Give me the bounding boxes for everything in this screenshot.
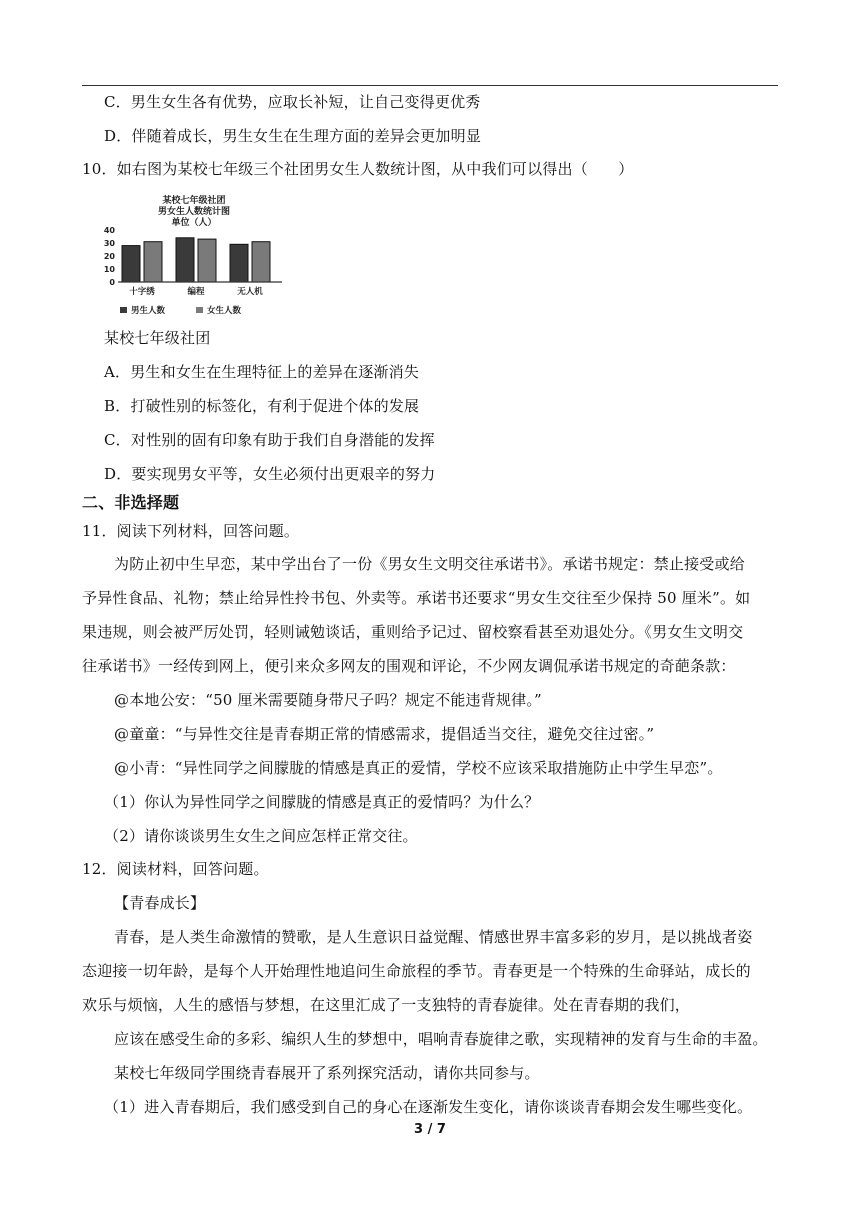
bar-0-0	[122, 246, 140, 282]
y-tick-label: 40	[104, 226, 115, 235]
bar-0-1	[144, 242, 162, 282]
header-rule	[82, 85, 778, 86]
y-tick-label: 0	[109, 278, 115, 287]
q11-material-line: 为防止初中生早恋，某中学出台了一份《男女生文明交往承诺书》。承诺书规定：禁止接受或给	[114, 555, 745, 573]
q12-paragraph-line: 态迎接一切年龄，是每个人开始理性地追问生命旅程的季节。青春更是一个特殊的生命驿站，成长的	[82, 962, 751, 980]
q10-option-a: A．男生和女生在生理特征上的差异在逐渐消失	[104, 363, 420, 381]
q10-stem: 10．如右图为某校七年级三个社团男女生人数统计图，从中我们可以得出（ ）	[82, 160, 634, 178]
q12-paragraph-line: 欢乐与烦恼，人生的感悟与梦想，在这里汇成了一支独特的青春旋律。处在青春期的我们，	[82, 996, 691, 1014]
q11-sub2: （2）请你谈谈男生女生之间应怎样正常交往。	[104, 827, 418, 845]
legend-swatch	[120, 307, 127, 313]
q11-material-line: 往承诺书》一经传到网上，便引来众多网友的围观和评论，不少网友调侃承诺书规定的奇葩条款：	[82, 657, 736, 675]
q10-option-b: B．打破性别的标签化，有利于促进个体的发展	[104, 397, 420, 415]
chart-title: 某校七年级社团	[162, 196, 226, 206]
q9-option-c: C．男生女生各有优势，应取长补短，让自己变得更优秀	[104, 93, 481, 111]
q11-comment: @小青：“异性同学之间朦胧的情感是真正的爱情，学校不应该采取措施防止中学生早恋”。	[114, 759, 723, 777]
q10-option-d: D．要实现男女平等，女生必须付出更艰辛的努力	[104, 465, 436, 483]
y-tick-label: 10	[104, 265, 115, 274]
q11-material-line: 予异性食品、礼物；禁止给异性拎书包、外卖等。承诺书还要求“男女生交往至少保持 50 厘米”。如	[82, 589, 751, 607]
legend-label: 男生人数	[131, 306, 166, 316]
q10-caption: 某校七年级社团	[104, 329, 211, 347]
bar-2-0	[230, 244, 248, 282]
q11-stem: 11．阅读下列材料，回答问题。	[82, 522, 300, 540]
q12-paragraph-line: 青春，是人类生命激情的赞歌，是人生意识日益觉醒、情感世界丰富多彩的岁月，是以挑战者姿	[114, 928, 753, 946]
q12-stem: 12．阅读材料，回答问题。	[82, 860, 269, 878]
q11-comment: @本地公安：“50 厘米需要随身带尺子吗？规定不能违背规律。”	[114, 691, 542, 709]
legend-swatch	[196, 307, 203, 313]
q12-line3: 某校七年级同学围绕青春展开了系列探究活动，请你共同参与。	[114, 1064, 540, 1082]
x-category-label: 无人机	[237, 287, 263, 297]
club-gender-bar-chart	[104, 193, 290, 321]
x-category-label: 十字绣	[129, 287, 155, 297]
y-tick-label: 30	[104, 239, 115, 248]
legend-label: 女生人数	[207, 306, 242, 316]
bar-2-1	[252, 242, 270, 282]
q9-option-d: D．伴随着成长，男生女生在生理方面的差异会更加明显	[104, 127, 482, 145]
q12-tag: 【青春成长】	[114, 894, 206, 912]
q12-line2: 应该在感受生命的多彩、编织人生的梦想中，唱响青春旋律之歌，实现精神的发育与生命的丰盈。	[114, 1030, 768, 1048]
page-number: 3 / 7	[414, 1122, 446, 1137]
q10-option-c: C．对性别的固有印象有助于我们自身潜能的发挥	[104, 431, 435, 449]
chart-unit: 单位（人）	[171, 218, 217, 228]
chart-subtitle: 男女生人数统计图	[157, 207, 231, 217]
bar-1-0	[176, 238, 194, 282]
q11-comment: @童童：“与异性交往是青春期正常的情感需求，提倡适当交往，避免交往过密。”	[114, 725, 655, 743]
q11-sub1: （1）你认为异性同学之间朦胧的情感是真正的爱情吗？为什么？	[104, 793, 540, 811]
q12-sub1: （1）进入青春期后，我们感受到自己的身心在逐渐发生变化，请你谈谈青春期会发生哪些变化。	[104, 1098, 753, 1116]
bar-1-1	[198, 239, 216, 282]
y-tick-label: 20	[104, 252, 115, 261]
section-heading: 二、非选择题	[82, 493, 180, 512]
q11-material-line: 果违规，则会被严厉处罚，轻则诫勉谈话，重则给予记过、留校察看甚至劝退处分。《男女生文明交	[82, 623, 744, 641]
x-category-label: 编程	[187, 287, 205, 297]
